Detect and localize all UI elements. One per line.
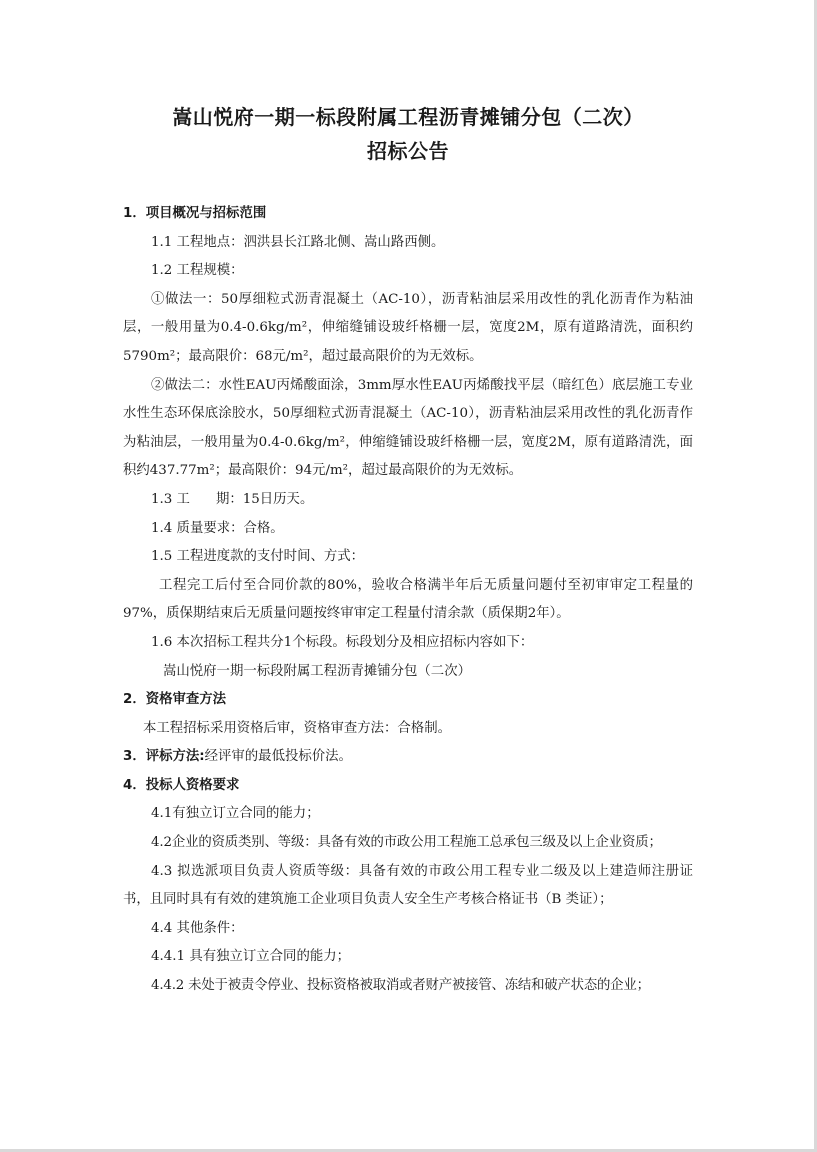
item-4-3-paragraph [123, 858, 693, 915]
method-1-paragraph [123, 286, 693, 372]
item-4-4-1: 4.4.1 具有独立订立合同的能力； [151, 949, 351, 965]
section-2-heading: 2．资格审查方法 [123, 692, 227, 708]
section-3-line [123, 743, 693, 772]
item-1-6: 1.6 本次招标工程共分1个标段。标段划分及相应招标内容如下： [151, 634, 534, 650]
payment-text: 工程完工后付至合同价款的80%，验收合格满半年后无质量问题付至初审审定工程量的97%，质保期结束后无质量问题按终审审定工程量付清余款（质保期2年）。 [123, 577, 693, 622]
section-3-heading: 3．评标方法: [123, 749, 205, 765]
document-title-line2: 招标公告 [367, 139, 449, 163]
item-4-4-2: 4.4.2 未处于被责令停业、投标资格被取消或者财产被接管、冻结和破产状态的企业； [151, 978, 650, 994]
section-2-text: 本工程招标采用资格后审，资格审查方法：合格制。 [143, 720, 451, 736]
document-title-line1: 嵩山悦府一期一标段附属工程沥青摊铺分包（二次） [172, 105, 644, 129]
method-2-text: ②做法二：水性EAU丙烯酸面涂，3mm厚水性EAU丙烯酸找平层（暗红色）底层施工专业水性生态环保底涂胶水，50厚细粒式沥青混凝土（AC-10），沥青粘油层采用改性的乳化沥青作为粘油层，一般用量为0.4-0.6kg/m²，伸缩缝铺设玻纤格栅一层，宽度2M，原有道路清洗，面积约437.77m²；最高限价：94元/m²，超过最高限价的为无效标。 [123, 377, 693, 479]
document-content [123, 100, 693, 1001]
method-2-paragraph [123, 372, 693, 486]
item-1-5: 1.5 工程进度款的支付时间、方式： [151, 549, 365, 565]
item-4-4: 4.4 其他条件： [151, 920, 244, 936]
item-4-3-text: 4.3 拟选派项目负责人资质等级：具备有效的市政公用工程专业二级及以上建造师注册证书，且同时具有有效的建筑施工企业项目负责人安全生产考核合格证书（B 类证）； [123, 863, 693, 908]
section-4-heading: 4．投标人资格要求 [123, 777, 240, 793]
method-1-text: ①做法一：50厚细粒式沥青混凝土（AC-10），沥青粘油层采用改性的乳化沥青作为粘油层，一般用量为0.4-0.6kg/m²，伸缩缝铺设玻纤格栅一层，宽度2M，原有道路清洗，面积约5790m²；最高限价：68元/m²，超过最高限价的为无效标。 [123, 291, 693, 364]
item-1-3 [123, 486, 693, 515]
section-1-heading: 1．项目概况与招标范围 [123, 206, 267, 221]
item-1-2: 1.2 工程规模： [151, 263, 244, 279]
section-name-line: 嵩山悦府一期一标段附属工程沥青摊铺分包（二次） [163, 663, 471, 679]
item-1-1: 1.1 工程地点：泗洪县长江路北侧、嵩山路西侧。 [151, 234, 445, 250]
item-4-2: 4.2企业的资质类别、等级：具备有效的市政公用工程施工总承包三级及以上企业资质； [151, 835, 662, 851]
payment-paragraph [123, 572, 693, 629]
section-3-text: 经评审的最低投标价法。 [204, 749, 352, 765]
item-1-4: 1.4 质量要求：合格。 [151, 520, 284, 536]
item-1-3-value: 期：15日历天。 [215, 491, 314, 507]
title-spacer [123, 168, 693, 200]
item-1-3-label: 1.3 工 [151, 491, 190, 507]
item-4-1: 4.1有独立订立合同的能力； [151, 806, 320, 822]
